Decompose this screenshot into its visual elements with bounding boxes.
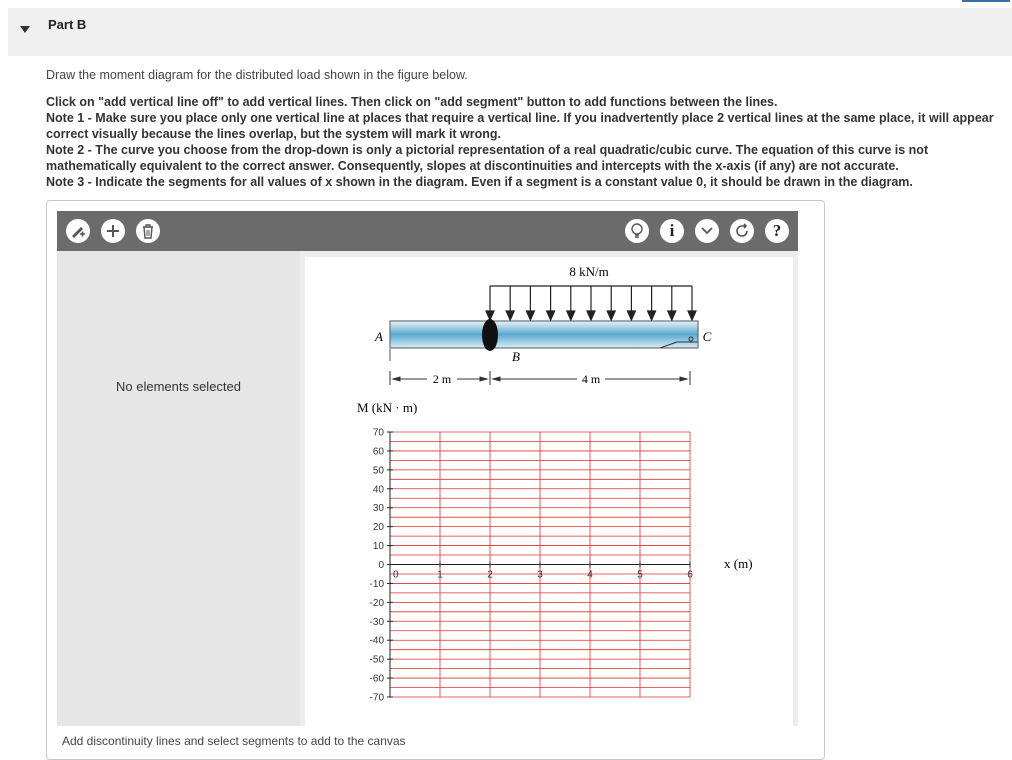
drawing-canvas[interactable] xyxy=(305,257,793,726)
y-tick-label: 0 xyxy=(378,560,384,571)
y-tick-label: -50 xyxy=(369,654,384,666)
part-title: Part B xyxy=(48,17,87,32)
x-tick-label: 0 xyxy=(393,569,399,581)
top-accent-line xyxy=(962,0,1010,2)
beam xyxy=(390,321,698,348)
part-header[interactable] xyxy=(8,8,1012,56)
instruction-notes xyxy=(46,94,996,190)
x-tick-label: 4 xyxy=(587,569,593,581)
reset-icon[interactable] xyxy=(730,219,754,243)
point-b-label: B xyxy=(512,349,520,364)
help-label: ? xyxy=(772,221,782,240)
collapse-caret-icon[interactable] xyxy=(20,26,30,33)
y-tick-label: -30 xyxy=(369,616,384,628)
y-tick-label: -60 xyxy=(369,673,384,685)
selection-status: No elements selected xyxy=(115,379,241,394)
load-arrow-head xyxy=(547,311,555,320)
y-tick-label: 20 xyxy=(372,522,384,534)
y-tick-label: 60 xyxy=(372,446,384,458)
y-tick-label: -70 xyxy=(369,692,384,704)
point-a-label: A xyxy=(375,329,383,344)
instruction-note-3: Note 3 - Indicate the segments for all values of x shown in the diagram. Even if a segment is a constant value 0, it should be drawn in the diagram. xyxy=(46,175,913,189)
hinge-b xyxy=(482,319,498,351)
info-icon[interactable] xyxy=(660,219,684,243)
properties-panel xyxy=(57,251,300,726)
load-arrows xyxy=(486,286,696,320)
load-arrow-head xyxy=(506,311,514,320)
load-arrow-head xyxy=(607,311,615,320)
load-arrow-head xyxy=(587,311,595,320)
load-arrow-head xyxy=(526,311,534,320)
y-tick-label: -20 xyxy=(369,597,384,609)
y-tick-label: 40 xyxy=(372,484,384,496)
instruction-intro: Draw the moment diagram for the distributed load shown in the figure below. xyxy=(46,68,468,82)
footer-hint: Add discontinuity lines and select segments to add to the canvas xyxy=(62,734,406,748)
instruction-note-2: Note 2 - The curve you choose from the drop-down is only a pictorial representation of a real quadratic/cubic curve. The equation of this curve is not mathematically equivalent to the correct answer. Consequently, slopes at discontinuities and intercepts with the x-axis (if any) are not accurate. xyxy=(46,143,929,173)
x-tick-label: 6 xyxy=(687,569,693,581)
x-tick-label: 2 xyxy=(487,569,493,581)
instruction-note-1: Note 1 - Make sure you place only one vertical line at places that require a vertical line. If you inadvertently place 2 vertical lines at the same place, it will appear correct visually because the lines overlap, but the system will mark it wrong. xyxy=(46,111,994,141)
figure-and-graph xyxy=(305,257,793,726)
add-vertical-line-icon[interactable] xyxy=(66,219,90,243)
y-axis-label: M (kN · m) xyxy=(357,400,418,415)
point-c-label: C xyxy=(702,329,712,344)
x-tick-label: 3 xyxy=(537,569,543,581)
load-arrow-head xyxy=(486,311,494,320)
add-segment-icon[interactable] xyxy=(101,219,125,243)
y-tick-label: 10 xyxy=(372,541,384,553)
moment-grid[interactable] xyxy=(370,428,694,704)
toolbar xyxy=(57,211,798,251)
y-tick-label: 50 xyxy=(372,465,384,477)
load-arrow-head xyxy=(668,311,676,320)
load-arrow-head xyxy=(688,311,696,320)
x-axis-label: x (m) xyxy=(724,556,753,571)
load-label: 8 kN/m xyxy=(569,264,609,279)
load-arrow-head xyxy=(648,311,656,320)
load-arrow-head xyxy=(627,311,635,320)
x-tick-label: 5 xyxy=(637,569,643,581)
y-tick-label: -10 xyxy=(369,578,384,590)
dim-bc-label: 4 m xyxy=(581,372,601,386)
load-arrow-head xyxy=(567,311,575,320)
delete-icon[interactable] xyxy=(136,219,160,243)
y-tick-label: 30 xyxy=(372,503,384,515)
x-tick-label: 1 xyxy=(437,569,443,581)
dim-ab-label: 2 m xyxy=(432,372,452,386)
help-icon[interactable] xyxy=(765,219,789,243)
info-label: i xyxy=(669,221,675,240)
dropdown-icon[interactable] xyxy=(695,219,719,243)
y-tick-label: 70 xyxy=(372,427,384,439)
hint-icon[interactable] xyxy=(625,219,649,243)
instruction-line: Click on "add vertical line off" to add vertical lines. Then click on "add segment" button to add functions between the lines. xyxy=(46,95,778,109)
y-tick-label: -40 xyxy=(369,635,384,647)
